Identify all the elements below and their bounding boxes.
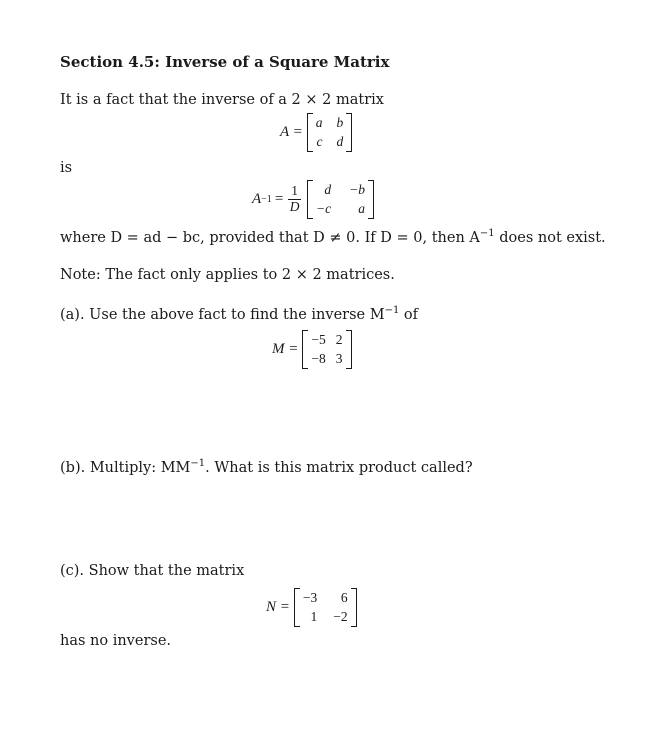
matrix-N-entry: 6 [340,590,348,605]
fraction [288,184,301,215]
matrix-M-label: M = [272,341,299,357]
inverse-A-label: A [252,191,262,207]
matrix-N-equation [266,588,357,627]
part-a-suffix: of [399,306,419,323]
equals-sign: = [274,191,284,207]
matrix-N-entry: −2 [333,609,348,624]
inverse-A-exponent: −1 [261,194,272,205]
where-exponent: −1 [479,228,495,239]
inverse-A-entry: −c [316,201,332,216]
inverse-A-entry: −b [349,182,366,197]
matrix-N-entry: −3 [302,590,318,605]
part-c-text: (c). Show that the matrix [60,563,245,579]
part-b-text [60,458,473,476]
part-a-text [60,305,418,323]
matrix-M-entry: −8 [311,351,326,366]
matrix-M-equation [272,330,352,369]
part-a-prefix: (a). Use the above fact to find the inverse M [60,306,385,323]
part-b-prefix: (b). Multiply: MM [60,459,191,476]
matrix-A-entry: c [316,134,323,149]
matrix-A-label: A = [280,124,303,140]
part-b-suffix: . What is this matrix product called? [205,459,473,476]
inverse-A-matrix [307,180,374,219]
matrix-M-entry: 2 [335,332,343,347]
matrix-N [294,588,357,627]
where-suffix: does not exist. [494,229,606,246]
matrix-A-entry: d [336,134,344,149]
matrix-A-equation [280,113,352,152]
matrix-N-entry: 1 [310,609,318,624]
inverse-A-entry: d [324,182,332,197]
section-title: Section 4.5: Inverse of a Square Matrix [60,53,390,71]
where-text-main: where D = ad − bc, provided that D ≠ 0. If D = 0, then A [60,229,480,246]
is-text: is [60,160,73,176]
matrix-M [302,330,351,369]
no-inverse-text: has no inverse. [60,633,172,649]
matrix-A [307,113,353,152]
matrix-A-entry: a [315,115,323,130]
inverse-A-equation [252,180,374,219]
matrix-M-entry: −5 [311,332,326,347]
matrix-M-entry: 3 [335,351,343,366]
fraction-denominator: D [289,199,300,214]
part-a-exponent: −1 [384,305,400,316]
matrix-A-entry: b [336,115,344,130]
note-text: Note: The fact only applies to 2 × 2 matrices. [60,267,395,283]
matrix-N-label: N = [266,599,290,615]
inverse-A-entry: a [358,201,366,216]
where-text [60,228,606,246]
part-b-exponent: −1 [190,458,206,469]
fraction-numerator: 1 [288,184,301,200]
intro-text: It is a fact that the inverse of a 2 × 2 matrix [60,92,384,108]
